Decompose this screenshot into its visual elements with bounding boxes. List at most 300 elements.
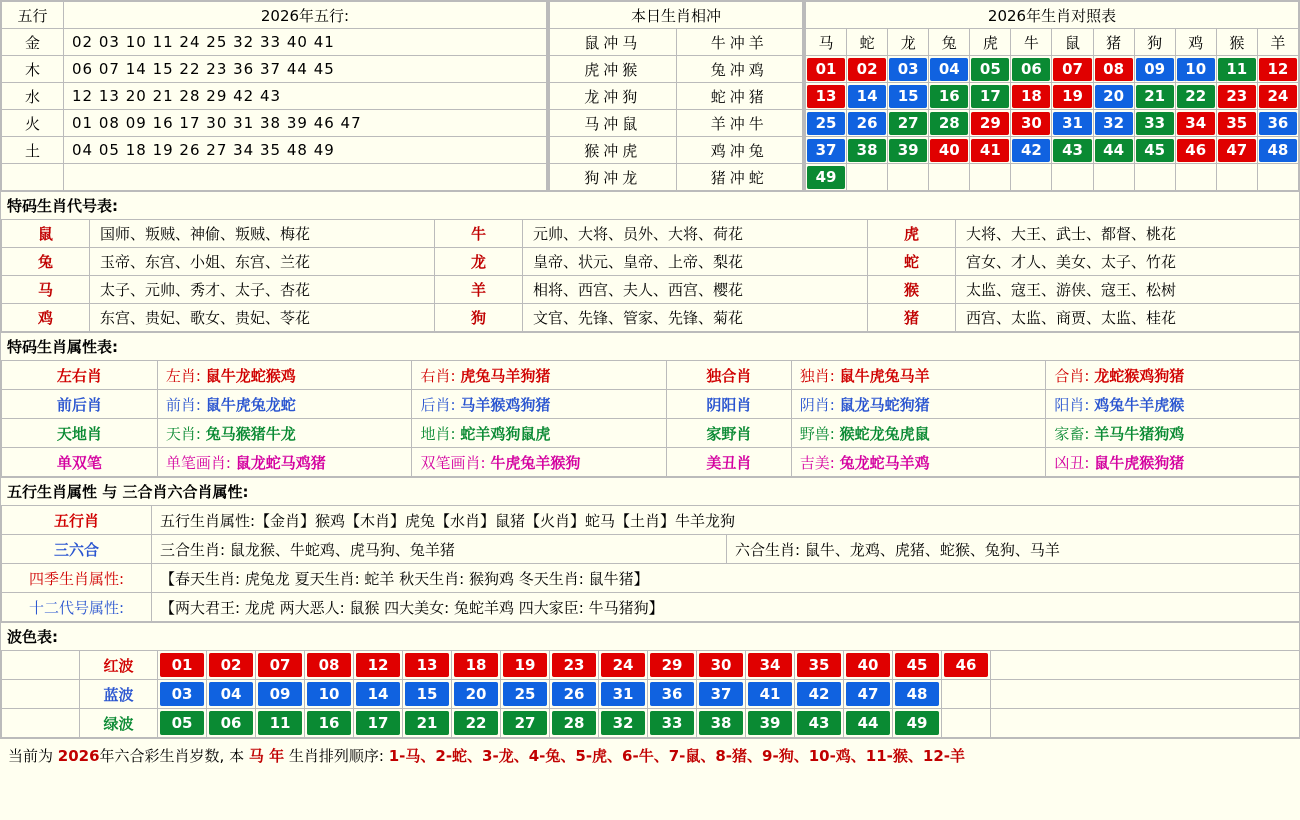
- ball-number: 30: [1012, 112, 1050, 135]
- attr-key: 阳肖:: [1054, 395, 1090, 414]
- ball-number: 27: [889, 112, 927, 135]
- zodiac-name: 兔: [929, 29, 970, 56]
- chong-header-row: [550, 2, 803, 29]
- zodiac-num-cell: [929, 137, 970, 164]
- ball-number: 11: [1218, 58, 1256, 81]
- section-title: 特码生肖属性表:: [7, 338, 118, 356]
- chong-cell: [676, 110, 803, 137]
- ball-number: 43: [1053, 139, 1091, 162]
- chong-cell: [550, 137, 677, 164]
- attr-value: 蛇羊鸡狗鼠虎: [460, 424, 551, 443]
- chong-text: 狗冲龙: [584, 168, 642, 187]
- zodiac-num-cell: [1257, 164, 1298, 191]
- attr-value: 鼠牛龙蛇猴鸡: [205, 366, 296, 385]
- wave-cell: [550, 709, 599, 738]
- attr-key: 野兽:: [799, 424, 835, 443]
- ball-number: 38: [848, 139, 886, 162]
- table-row: [2, 709, 1300, 738]
- wave-cell: [550, 651, 599, 680]
- ball-number: 05: [160, 711, 204, 735]
- zodiac-codenames: 宫女、才人、美女、太子、竹花: [956, 248, 1300, 276]
- attr-key: 双笔画肖:: [420, 453, 486, 472]
- zodiac-num-cell: [1175, 110, 1216, 137]
- ball-number: 01: [160, 653, 204, 677]
- ball-number: 09: [258, 682, 302, 706]
- zodiac-num-cell: [847, 110, 888, 137]
- wave-cell: [354, 709, 403, 738]
- chong-text: 鼠冲马: [584, 33, 642, 52]
- ball-number: 20: [1095, 85, 1133, 108]
- ball-number: 19: [1053, 85, 1091, 108]
- ball-number: 33: [650, 711, 694, 735]
- wave-cell: [746, 680, 795, 709]
- zodiac-num-cell: [1093, 110, 1134, 137]
- zodiac-num-cell: [847, 137, 888, 164]
- zodiac-num-cell: [847, 56, 888, 83]
- chong-text: 兔冲鸡: [710, 60, 768, 79]
- ball-number: 37: [699, 682, 743, 706]
- wave-cell: [158, 680, 207, 709]
- wave-cell: [795, 709, 844, 738]
- ball-number-empty: [1053, 166, 1091, 189]
- attr-value: 虎兔马羊狗猪: [460, 366, 551, 385]
- table-row: [2, 535, 1300, 564]
- zodiac-label: 马: [2, 276, 90, 304]
- ball-number: 48: [1259, 139, 1297, 162]
- ball-number: 45: [1136, 139, 1174, 162]
- wave-cell: [893, 680, 942, 709]
- ball-number-empty: [1012, 166, 1050, 189]
- wuxing-name: 土: [2, 137, 64, 164]
- zodiac-num-cell: [970, 137, 1011, 164]
- ball-number: 11: [258, 711, 302, 735]
- ball-number: 40: [846, 653, 890, 677]
- table-row: [2, 651, 1300, 680]
- zodiac-num-cell: [1011, 164, 1052, 191]
- wave-cell-empty: [942, 709, 991, 738]
- spacer-cell: [64, 164, 547, 191]
- ball-number: 48: [895, 682, 939, 706]
- wave-cell: [305, 651, 354, 680]
- ball-number-empty: [1218, 166, 1256, 189]
- attr-key: 右肖:: [420, 366, 456, 385]
- zodiac-num-cell: [1134, 137, 1175, 164]
- wave-cell: [354, 651, 403, 680]
- zodiac-num-cell: [847, 164, 888, 191]
- attr-value: 鼠牛虎兔龙蛇: [205, 395, 296, 414]
- wave-cell-empty: [942, 680, 991, 709]
- ball-number: 08: [307, 653, 351, 677]
- wuxing-name: 水: [2, 83, 64, 110]
- ball-number: 31: [1053, 112, 1091, 135]
- table-row: [806, 110, 1299, 137]
- zodiac-num-cell: [1134, 164, 1175, 191]
- ball-number: 42: [797, 682, 841, 706]
- table-row: [2, 593, 1300, 622]
- zodiac-num-cell: [806, 110, 847, 137]
- zodiac-label: 狗: [435, 304, 523, 332]
- attr-value: 猴蛇龙兔虎鼠: [839, 424, 930, 443]
- wuxing-numbers: 12 13 20 21 28 29 42 43: [64, 83, 547, 110]
- wave-cell: [844, 709, 893, 738]
- ball-number: 46: [1177, 139, 1215, 162]
- ball-number: 14: [848, 85, 886, 108]
- attr-key: 凶丑:: [1054, 453, 1090, 472]
- chong-cell: [676, 83, 803, 110]
- ball-number-empty: [848, 166, 886, 189]
- wave-cell: [648, 680, 697, 709]
- wave-spacer: [2, 651, 80, 680]
- ball-number: 32: [1095, 112, 1133, 135]
- wave-label-green: 绿波: [80, 709, 158, 738]
- ball-number: 40: [930, 139, 968, 162]
- wave-cell: [452, 651, 501, 680]
- wave-label-red: 红波: [80, 651, 158, 680]
- table-row: [2, 680, 1300, 709]
- spacer-cell: [2, 164, 64, 191]
- wxsx-value-liuhe: 六合生肖: 鼠牛、龙鸡、虎猪、蛇猴、兔狗、马羊: [727, 535, 1300, 564]
- chong-cell: [676, 56, 803, 83]
- ball-number: 13: [807, 85, 845, 108]
- ball-number: 15: [889, 85, 927, 108]
- chong-text: 龙冲狗: [584, 87, 642, 106]
- ball-number: 05: [971, 58, 1009, 81]
- ball-number: 24: [1259, 85, 1297, 108]
- chong-header: 本日生肖相冲: [550, 2, 803, 29]
- table-row: [2, 56, 547, 83]
- ball-number: 15: [405, 682, 449, 706]
- zodiac-codenames: 大将、大王、武士、都督、桃花: [956, 220, 1300, 248]
- table-row: [806, 56, 1299, 83]
- zodiac-num-cell: [806, 83, 847, 110]
- table-row: [2, 304, 1300, 332]
- footer-order-label: 生肖排列顺序:: [288, 747, 384, 765]
- ball-number: 28: [552, 711, 596, 735]
- ball-number: 24: [601, 653, 645, 677]
- table-row: [2, 137, 547, 164]
- attr-group-label: 家野肖: [667, 419, 792, 448]
- zodiac-num-cell: [929, 83, 970, 110]
- wave-spacer-end: [991, 709, 1300, 738]
- zodiac-num-cell: [970, 110, 1011, 137]
- zodiac-num-cell: [1134, 110, 1175, 137]
- zodiac-num-cell: [1257, 83, 1298, 110]
- wxsx-label: 四季生肖属性:: [2, 564, 152, 593]
- zodiac-num-cell: [1093, 83, 1134, 110]
- ball-number-empty: [1177, 166, 1215, 189]
- wave-cell: [746, 709, 795, 738]
- wave-cell: [256, 651, 305, 680]
- zodiac-num-cell: [806, 164, 847, 191]
- zodiac-num-cell: [970, 56, 1011, 83]
- ball-number: 06: [209, 711, 253, 735]
- ball-number: 09: [1136, 58, 1174, 81]
- zodiac-codenames: 相将、西宫、夫人、西宫、樱花: [523, 276, 868, 304]
- zodiac-label: 鼠: [2, 220, 90, 248]
- zodiac-codename-section: [0, 192, 1300, 333]
- zodiac-codenames: 国师、叛贼、神偷、叛贼、梅花: [90, 220, 435, 248]
- zodiac-label: 鸡: [2, 304, 90, 332]
- wave-cell: [648, 709, 697, 738]
- zodiac-num-cell: [1216, 56, 1257, 83]
- table-row: [2, 448, 1300, 477]
- ball-number: 39: [889, 139, 927, 162]
- attr-cell: [412, 361, 667, 390]
- wave-cell: [354, 680, 403, 709]
- footer-mid: 年六合彩生肖岁数, 本: [99, 747, 245, 765]
- chong-cell: [550, 83, 677, 110]
- chong-table: [548, 0, 804, 192]
- wave-cell: [697, 651, 746, 680]
- attr-key: 前肖:: [165, 395, 201, 414]
- ball-number: 36: [650, 682, 694, 706]
- ball-number: 46: [944, 653, 988, 677]
- ball-number: 18: [1012, 85, 1050, 108]
- zodiac-codenames: 元帅、大将、员外、大将、荷花: [523, 220, 868, 248]
- wave-cell: [403, 680, 452, 709]
- attr-cell: [157, 361, 412, 390]
- table-row: [550, 56, 803, 83]
- zodiac-num-cell: [1052, 164, 1093, 191]
- ball-number-empty: [889, 166, 927, 189]
- zodiac-name: 狗: [1134, 29, 1175, 56]
- ball-number: 07: [258, 653, 302, 677]
- wave-cell: [844, 651, 893, 680]
- ball-number: 25: [503, 682, 547, 706]
- zodiac-num-cell: [1216, 164, 1257, 191]
- chong-text: 鸡冲兔: [710, 141, 768, 160]
- ball-number: 28: [930, 112, 968, 135]
- zodiac-num-cell: [888, 137, 929, 164]
- wave-cell: [893, 651, 942, 680]
- zodiac-codenames: 东宫、贵妃、歌女、贵妃、苓花: [90, 304, 435, 332]
- chong-cell: [550, 164, 677, 191]
- chong-text: 马冲鼠: [584, 114, 642, 133]
- ball-number: 39: [748, 711, 792, 735]
- attr-cell: [791, 419, 1046, 448]
- zodiac-num-cell: [929, 56, 970, 83]
- ball-number: 22: [1177, 85, 1215, 108]
- table-row: [2, 390, 1300, 419]
- zodiac-name: 龙: [888, 29, 929, 56]
- zodiac-num-cell: [888, 164, 929, 191]
- wxsx-value: 五行生肖属性:【金肖】猴鸡【木肖】虎兔【水肖】鼠猪【火肖】蛇马【土肖】牛羊龙狗: [152, 506, 1300, 535]
- wave-spacer-end: [991, 651, 1300, 680]
- ball-number-empty: [971, 166, 1009, 189]
- attr-cell: [412, 419, 667, 448]
- wuxing-numbers: 04 05 18 19 26 27 34 35 48 49: [64, 137, 547, 164]
- footer-prefix: 当前为: [8, 747, 54, 765]
- wave-cell: [256, 709, 305, 738]
- wuxing-numbers: 01 08 09 16 17 30 31 38 39 46 47: [64, 110, 547, 137]
- zodiac-name: 鼠: [1052, 29, 1093, 56]
- wxsx-label: 十二代号属性:: [2, 593, 152, 622]
- zodiac-num-cell: [1011, 83, 1052, 110]
- zodiac-attribute-section: [0, 333, 1300, 478]
- attr-cell: [791, 390, 1046, 419]
- attr-cell: [1046, 361, 1300, 390]
- zodiac-num-cell: [888, 110, 929, 137]
- attr-cell: [1046, 390, 1300, 419]
- table-row: [2, 29, 547, 56]
- attr-group-label: 独合肖: [667, 361, 792, 390]
- zodiac-num-cell: [1257, 56, 1298, 83]
- chong-cell: [550, 29, 677, 56]
- zodiac-name: 羊: [1257, 29, 1298, 56]
- attr-cell: [412, 390, 667, 419]
- zodiac-num-cell: [1257, 137, 1298, 164]
- wuxing-name: 火: [2, 110, 64, 137]
- table-row: [2, 248, 1300, 276]
- attr-key: 单笔画肖:: [165, 453, 231, 472]
- attr-group-label: 美丑肖: [667, 448, 792, 477]
- ball-number-empty: [1095, 166, 1133, 189]
- zodiac-header: 2026年生肖对照表: [806, 2, 1299, 29]
- wuxing-header-right: 2026年五行:: [64, 2, 547, 29]
- attr-cell: [157, 448, 412, 477]
- zodiac-num-cell: [1175, 164, 1216, 191]
- wave-cell: [403, 709, 452, 738]
- ball-number: 29: [971, 112, 1009, 135]
- attr-cell: [412, 448, 667, 477]
- wave-cell: [795, 651, 844, 680]
- ball-number: 26: [552, 682, 596, 706]
- table-row: [550, 83, 803, 110]
- zodiac-num-cell: [970, 83, 1011, 110]
- wxsx-value: 【春天生肖: 虎兔龙 夏天生肖: 蛇羊 秋天生肖: 猴狗鸡 冬天生肖: 鼠牛猪】: [152, 564, 1300, 593]
- attr-group-label: 前后肖: [2, 390, 158, 419]
- chong-cell: [550, 56, 677, 83]
- attr-value: 兔龙蛇马羊鸡: [839, 453, 930, 472]
- ball-number: 29: [650, 653, 694, 677]
- wave-label-blue: 蓝波: [80, 680, 158, 709]
- chong-text: 牛冲羊: [710, 33, 768, 52]
- zodiac-num-cell: [1175, 56, 1216, 83]
- attr-cell: [157, 390, 412, 419]
- wxsx-value: 【两大君王: 龙虎 两大恶人: 鼠猴 四大美女: 兔蛇羊鸡 四大家臣: 牛马猪狗】: [152, 593, 1300, 622]
- wave-spacer: [2, 680, 80, 709]
- ball-number: 45: [895, 653, 939, 677]
- ball-number: 16: [930, 85, 968, 108]
- zodiac-label: 虎: [868, 220, 956, 248]
- zodiac-num-cell: [1134, 83, 1175, 110]
- table-row: [2, 110, 547, 137]
- zodiac-num-cell: [888, 56, 929, 83]
- ball-number: 03: [889, 58, 927, 81]
- zodiac-num-cell: [1052, 110, 1093, 137]
- table-row: [806, 164, 1299, 191]
- wave-cell: [207, 680, 256, 709]
- ball-number: 10: [1177, 58, 1215, 81]
- ball-number-empty: [930, 166, 968, 189]
- wave-spacer-end: [991, 680, 1300, 709]
- table-row: [2, 506, 1300, 535]
- ball-number: 20: [454, 682, 498, 706]
- attr-value: 鼠龙蛇马鸡猪: [235, 453, 326, 472]
- wuxing-name: 金: [2, 29, 64, 56]
- table-row: [550, 29, 803, 56]
- ball-number-empty: [1136, 166, 1174, 189]
- attr-value: 鸡兔牛羊虎猴: [1094, 395, 1185, 414]
- section-title: 特码生肖代号表:: [7, 197, 118, 215]
- wave-cell: [599, 651, 648, 680]
- zodiac-num-cell: [1216, 110, 1257, 137]
- attr-cell: [1046, 419, 1300, 448]
- zodiac-name: 马: [806, 29, 847, 56]
- attr-group-label: 单双笔: [2, 448, 158, 477]
- ball-number: 10: [307, 682, 351, 706]
- ball-number: 18: [454, 653, 498, 677]
- zodiac-reference-table: [804, 0, 1300, 192]
- wuxing-header-left: 五行: [2, 2, 64, 29]
- ball-number: 23: [552, 653, 596, 677]
- ball-number: 42: [1012, 139, 1050, 162]
- attr-key: 吉美:: [799, 453, 835, 472]
- table-row: [2, 361, 1300, 390]
- attr-value: 鼠牛虎猴狗猪: [1094, 453, 1185, 472]
- ball-number: 30: [699, 653, 743, 677]
- footer-year: 2026: [57, 747, 100, 765]
- footer-horse-year: 马 年: [248, 747, 285, 765]
- attr-value: 羊马牛猪狗鸡: [1094, 424, 1185, 443]
- ball-number: 23: [1218, 85, 1256, 108]
- ball-number: 33: [1136, 112, 1174, 135]
- chong-text: 猪冲蛇: [710, 168, 768, 187]
- wave-cell: [697, 709, 746, 738]
- attr-cell: [1046, 448, 1300, 477]
- ball-number: 47: [1218, 139, 1256, 162]
- attr-value: 鼠牛虎兔马羊: [839, 366, 930, 385]
- ball-number: 41: [971, 139, 1009, 162]
- wave-cell: [501, 680, 550, 709]
- attr-key: 合肖:: [1054, 366, 1090, 385]
- attr-value: 马羊猴鸡狗猪: [460, 395, 551, 414]
- wave-cell: [599, 680, 648, 709]
- attr-key: 家畜:: [1054, 424, 1090, 443]
- ball-number: 06: [1012, 58, 1050, 81]
- ball-number: 44: [1095, 139, 1133, 162]
- ball-number: 14: [356, 682, 400, 706]
- table-row: [2, 276, 1300, 304]
- wuxing-name: 木: [2, 56, 64, 83]
- ball-number: 03: [160, 682, 204, 706]
- section-title: 波色表:: [7, 628, 58, 646]
- ball-number: 04: [930, 58, 968, 81]
- zodiac-num-cell: [929, 164, 970, 191]
- zodiac-num-cell: [1134, 56, 1175, 83]
- table-row: [2, 564, 1300, 593]
- chong-text: 猴冲虎: [584, 141, 642, 160]
- wave-spacer: [2, 709, 80, 738]
- ball-number: 17: [971, 85, 1009, 108]
- ball-number: 34: [748, 653, 792, 677]
- wuxing-numbers: 02 03 10 11 24 25 32 33 40 41: [64, 29, 547, 56]
- zodiac-num-cell: [929, 110, 970, 137]
- zodiac-label: 猴: [868, 276, 956, 304]
- table-row: [806, 137, 1299, 164]
- wave-cell: [305, 709, 354, 738]
- wxsx-value-sanhe: 三合生肖: 鼠龙猴、牛蛇鸡、虎马狗、兔羊猪: [152, 535, 727, 564]
- zodiac-label: 蛇: [868, 248, 956, 276]
- zodiac-label: 兔: [2, 248, 90, 276]
- wuxing-table: [0, 0, 548, 192]
- wave-cell: [403, 651, 452, 680]
- zodiac-num-cell: [1011, 56, 1052, 83]
- attr-cell: [791, 448, 1046, 477]
- ball-number: 31: [601, 682, 645, 706]
- table-row: [2, 220, 1300, 248]
- zodiac-codenames: 西宫、太监、商贾、太监、桂花: [956, 304, 1300, 332]
